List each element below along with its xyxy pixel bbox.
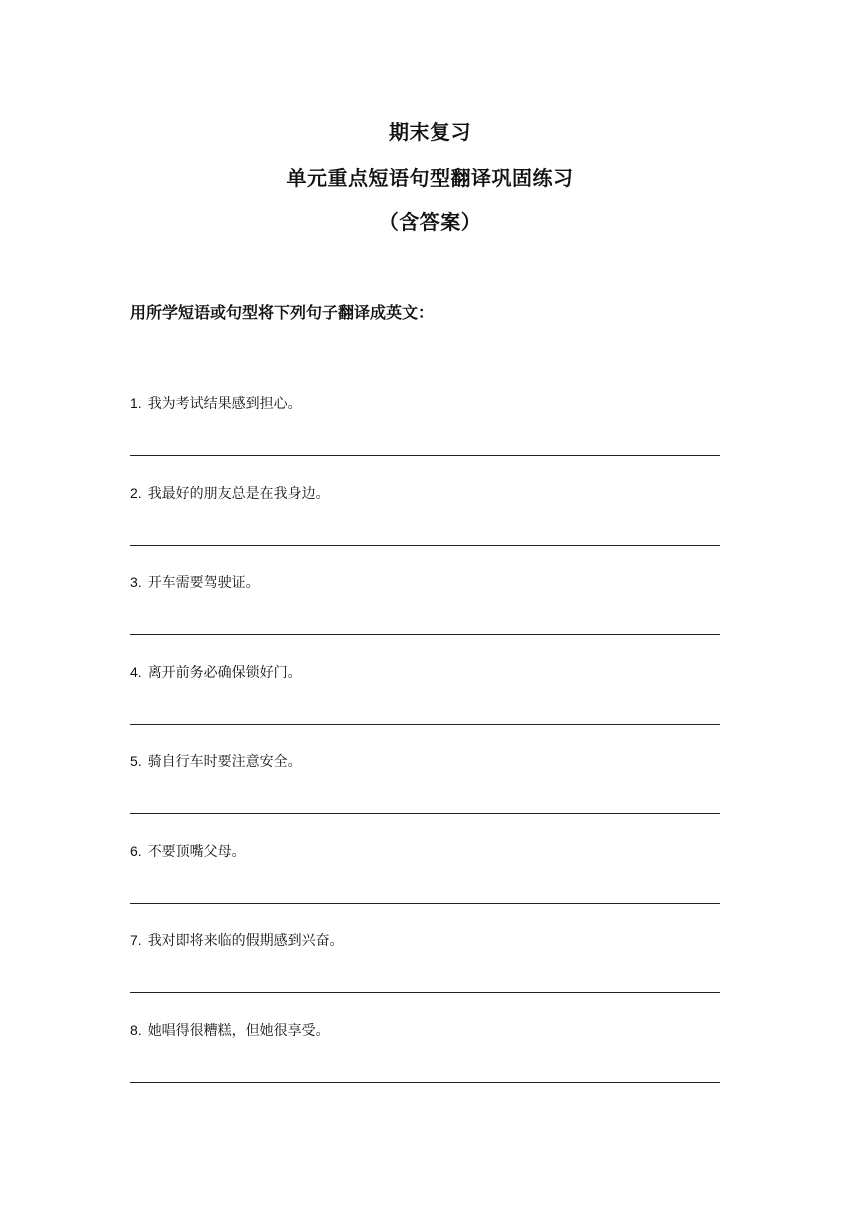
- instruction-text: 用所学短语或句型将下列句子翻译成英文：: [130, 303, 435, 322]
- question-sentence: 开车需要驾驶证。: [147, 575, 260, 591]
- question-item: [130, 482, 722, 572]
- question-number: 5.: [130, 753, 142, 769]
- question-item: [130, 661, 722, 751]
- question-number: 2.: [130, 484, 142, 501]
- question-item: [130, 392, 722, 482]
- question-number: 1.: [130, 395, 142, 411]
- question-number: 6.: [130, 842, 142, 859]
- answer-line[interactable]: [130, 813, 720, 814]
- question-sentence: 离开前务必确保锁好门。: [147, 664, 302, 681]
- answer-note: （含答案）: [378, 210, 482, 234]
- question-sentence: 骑自行车时要注意安全。: [147, 754, 302, 770]
- question-text: [130, 482, 330, 505]
- question-list: [130, 392, 722, 1108]
- question-sentence: 我为考试结果感到担心。: [147, 396, 302, 412]
- question-number: 8.: [130, 1021, 142, 1038]
- document-title: 期末复习: [389, 120, 471, 144]
- answer-line[interactable]: [130, 545, 720, 546]
- question-item: [130, 571, 722, 661]
- question-sentence: 她唱得很糟糕，但她很享受。: [147, 1022, 330, 1039]
- question-item: [130, 929, 722, 1019]
- question-text: [130, 571, 260, 594]
- question-number: 3.: [130, 574, 142, 590]
- answer-line[interactable]: [130, 634, 720, 635]
- question-sentence: 我最好的朋友总是在我身边。: [147, 485, 330, 502]
- question-text: [130, 750, 302, 773]
- question-number: 7.: [130, 932, 142, 948]
- question-item: [130, 1019, 722, 1109]
- question-sentence: 不要顶嘴父母。: [147, 843, 246, 860]
- document-subtitle: 单元重点短语句型翻译巩固练习: [286, 166, 574, 190]
- question-text: [130, 392, 302, 415]
- question-text: [130, 661, 302, 684]
- question-text: [130, 840, 246, 863]
- answer-line[interactable]: [130, 724, 720, 725]
- question-text: [130, 929, 344, 952]
- question-item: [130, 750, 722, 840]
- answer-line[interactable]: [130, 455, 720, 456]
- question-item: [130, 840, 722, 930]
- question-number: 4.: [130, 663, 142, 680]
- answer-line[interactable]: [130, 1082, 720, 1083]
- question-text: [130, 1019, 330, 1042]
- answer-line[interactable]: [130, 903, 720, 904]
- question-sentence: 我对即将来临的假期感到兴奋。: [147, 933, 344, 949]
- answer-line[interactable]: [130, 992, 720, 993]
